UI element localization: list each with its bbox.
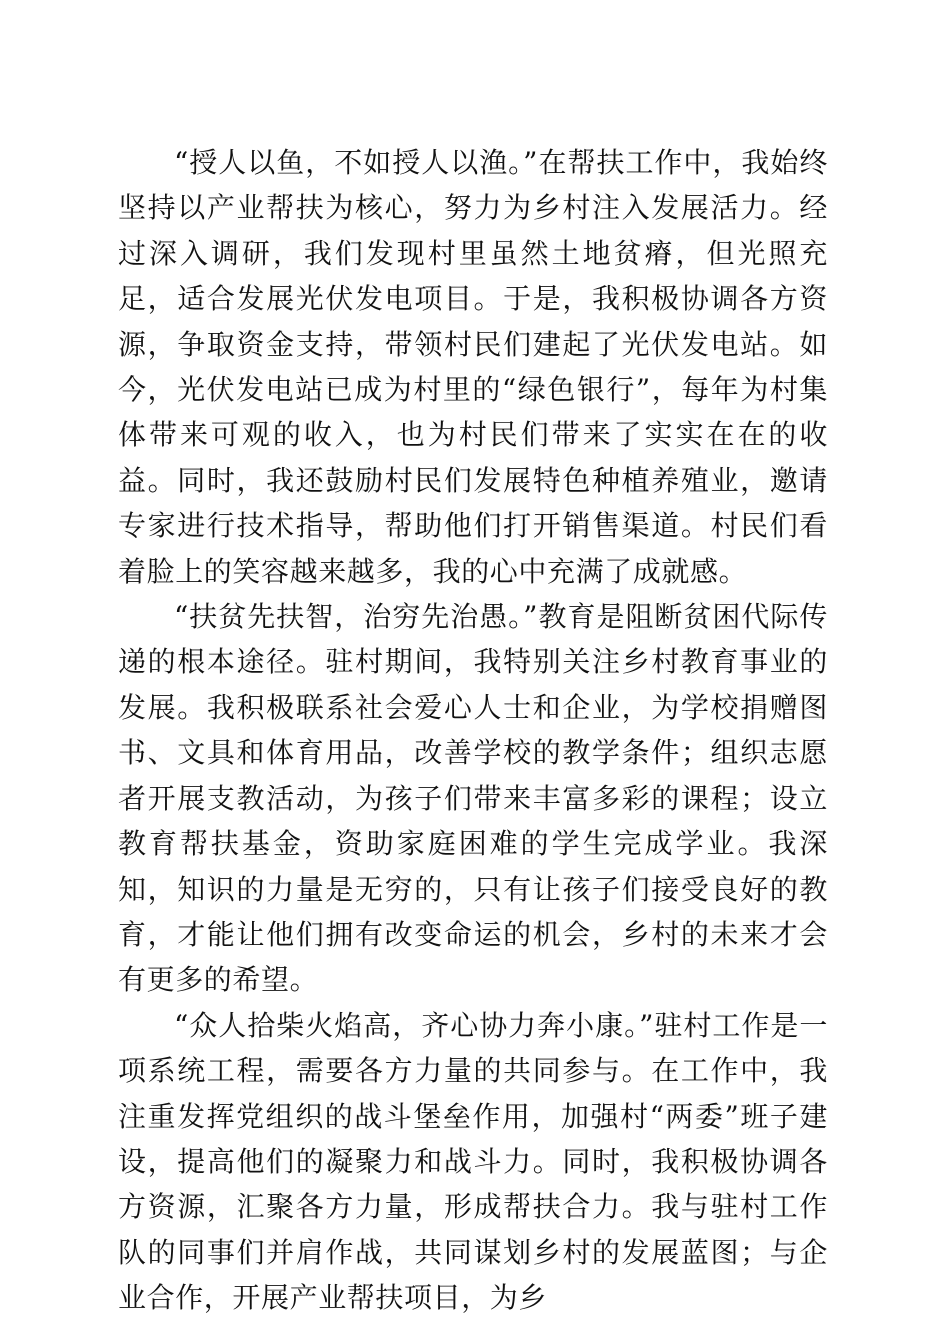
paragraph-education-support: “扶贫先扶智，治穷先治愚。”教育是阻断贫困代际传递的根本途径。驻村期间，我特别关注乡村教育事业的发展。我积极联系社会爱心人士和企业，为学校捐赠图书、文具和体育用品，改善学校的教学条件；组织志愿者开展支教活动，为孩子们带来丰富多彩的课程；设立教育帮扶基金，资助家庭困难的学生完成学业。我深知，知识的力量是无穷的，只有让孩子们接受良好的教育，才能让他们拥有改变命运的机会，乡村的未来才会有更多的希望。: [118, 600, 828, 997]
paragraph-collaboration: “众人拾柴火焰高，齐心协力奔小康。”驻村工作是一项系统工程，需要各方力量的共同参与。在工作中，我注重发挥党组织的战斗堡垒作用，加强村“两委”班子建设，提高他们的凝聚力和战斗力。同时，我积极协调各方资源，汇聚各方力量，形成帮扶合力。我与驻村工作队的同事们并肩作战，共同谋划乡村的发展蓝图；与企业合作，开展产业帮扶项目，为乡: [118, 1008, 828, 1315]
document-body: [118, 140, 828, 1321]
paragraph-industry-support: “授人以鱼，不如授人以渔。”在帮扶工作中，我始终坚持以产业帮扶为核心，努力为乡村注入发展活力。经过深入调研，我们发现村里虽然土地贫瘠，但光照充足，适合发展光伏发电项目。于是，我积极协调各方资源，争取资金支持，带领村民们建起了光伏发电站。如今，光伏发电站已成为村里的“绿色银行”，每年为村集体带来可观的收入，也为村民们带来了实实在在的收益。同时，我还鼓励村民们发展特色种植养殖业，邀请专家进行技术指导，帮助他们打开销售渠道。村民们看着脸上的笑容越来越多，我的心中充满了成就感。: [118, 146, 828, 588]
